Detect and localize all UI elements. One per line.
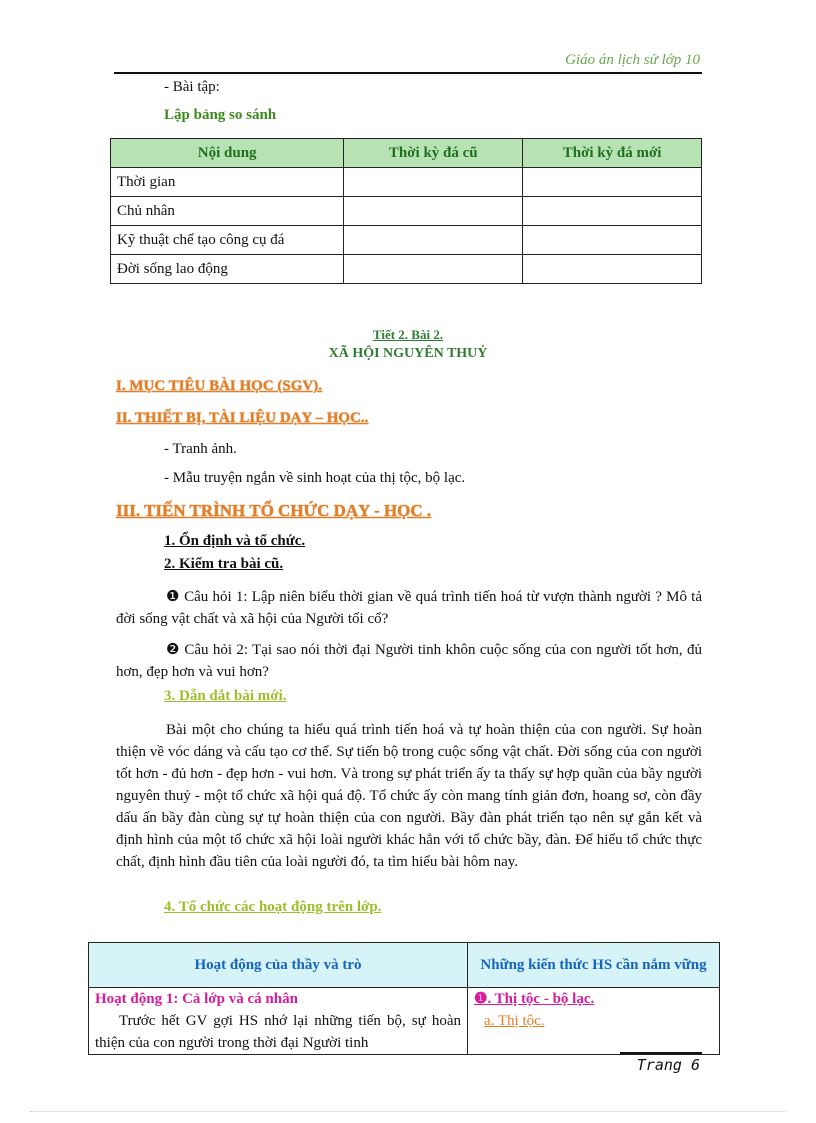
table-row [111,226,702,255]
knowledge-1-subtitle: a. Thị tộc. [484,1013,545,1029]
empty-cell [344,255,523,284]
activity-1-title: Hoạt động 1: Cả lớp và cá nhân [95,991,298,1007]
row-label: Đời sống lao động [111,255,344,284]
activity-table [88,942,720,1055]
equipment-item: - Tranh ảnh. [164,441,237,457]
knowledge-cell [468,988,720,1055]
empty-cell [344,197,523,226]
row-label: Kỹ thuật chế tạo công cụ đá [111,226,344,255]
activity-1-text: Trước hết GV gợi HS nhớ lại những tiến bộ, sự hoàn thiện của con người trong thời đại Người tinh [95,1013,461,1051]
activity-table-header-row [89,943,720,988]
document-header-title: Giáo án lịch sử lớp 10 [565,52,700,68]
question-1-bullet: ❶ [166,589,180,605]
empty-cell [523,168,702,197]
question-1 [116,586,702,630]
table-row [111,255,702,284]
table-row [111,168,702,197]
table-row [89,988,720,1055]
empty-cell [523,197,702,226]
question-2 [116,639,702,683]
page-number: Trang 6 [636,1056,700,1074]
question-2-text: Câu hỏi 2: Tại sao nói thời đại Người tinh khôn cuộc sống của con người tốt hơn, đủ hơn, đẹp hơn và vui hơn? [116,642,702,680]
footer-divider [620,1052,702,1054]
empty-cell [523,255,702,284]
lesson-title: XÃ HỘI NGUYÊN THUỶ [328,346,488,361]
knowledge-1-title: ❶. Thị tộc - bộ lạc. [474,991,595,1007]
exercise-title: Lập bảng so sánh [164,107,277,123]
comparison-header-new-stone-age: Thời kỳ đá mới [523,139,702,168]
question-1-text: Câu hỏi 1: Lập niên biểu thời gian về quá trình tiến hoá từ vượn thành người ? Mô tả đời sống vật chất và xã hội của Người tối cổ? [116,589,703,627]
question-2-bullet: ❷ [166,642,181,658]
section-equipment: II. THIẾT BỊ, TÀI LIỆU DẠY – HỌC.. [116,410,369,426]
lesson-number: Tiết 2. Bài 2. [372,327,444,342]
comparison-header-old-stone-age: Thời kỳ đá cũ [344,139,523,168]
step-stabilize: 1. Ổn định và tổ chức. [164,533,306,549]
activity-header-teacher-student: Hoạt động của thầy và trò [89,943,468,988]
section-process: III. TIẾN TRÌNH TỔ CHỨC DẠY - HỌC . [116,501,432,520]
empty-cell [344,226,523,255]
exercise-label: - Bài tập: [164,79,220,95]
step-check-old-lesson: 2. Kiểm tra bài cũ. [164,556,284,572]
step-introduction: 3. Dẫn dắt bài mới. [164,688,287,704]
activity-header-knowledge: Những kiến thức HS cần nắm vững [468,943,720,988]
activity-cell [89,988,468,1055]
comparison-table [110,138,702,284]
section-objectives: I. MỤC TIÊU BÀI HỌC (SGV). [116,378,322,394]
equipment-item: - Mẫu truyện ngắn về sinh hoạt của thị tộc, bộ lạc. [164,470,466,486]
header-divider [114,72,702,74]
empty-cell [344,168,523,197]
row-label: Thời gian [111,168,344,197]
introduction-paragraph: Bài một cho chúng ta hiểu quá trình tiến hoá và tự hoàn thiện của con người. Sự hoàn thiện về vóc dáng và cấu tạo cơ thể. Sự tiến bộ trong cuộc sống vật chất. Đời sống của con người tốt hơn - đủ hơn - đẹp hơn - vui hơn. Và trong sự phát triển ấy ta thấy sự hợp quần của bầy người nguyên thuỷ - một tổ chức xã hội quá độ. Tổ chức ấy còn mang tính giản đơn, hoang sơ, còn đầy dấu ấn bầy đàn cùng sự tự hoàn thiện của con người. Bầy đàn phát triển tạo nên sự gắn kết và định hình của một tổ chức xã hội loài người khác hẳn với tổ chức bầy, đàn. Để hiểu tổ chức thực chất, định hình đầu tiên của loài người đó, ta tìm hiểu bài hôm nay. [116,722,702,870]
comparison-header-content: Nội dung [111,139,344,168]
step-activities: 4. Tổ chức các hoạt động trên lớp. [164,899,382,915]
row-label: Chủ nhân [111,197,344,226]
comparison-table-header-row [111,139,702,168]
page-bottom-border [30,1111,786,1112]
table-row [111,197,702,226]
empty-cell [523,226,702,255]
